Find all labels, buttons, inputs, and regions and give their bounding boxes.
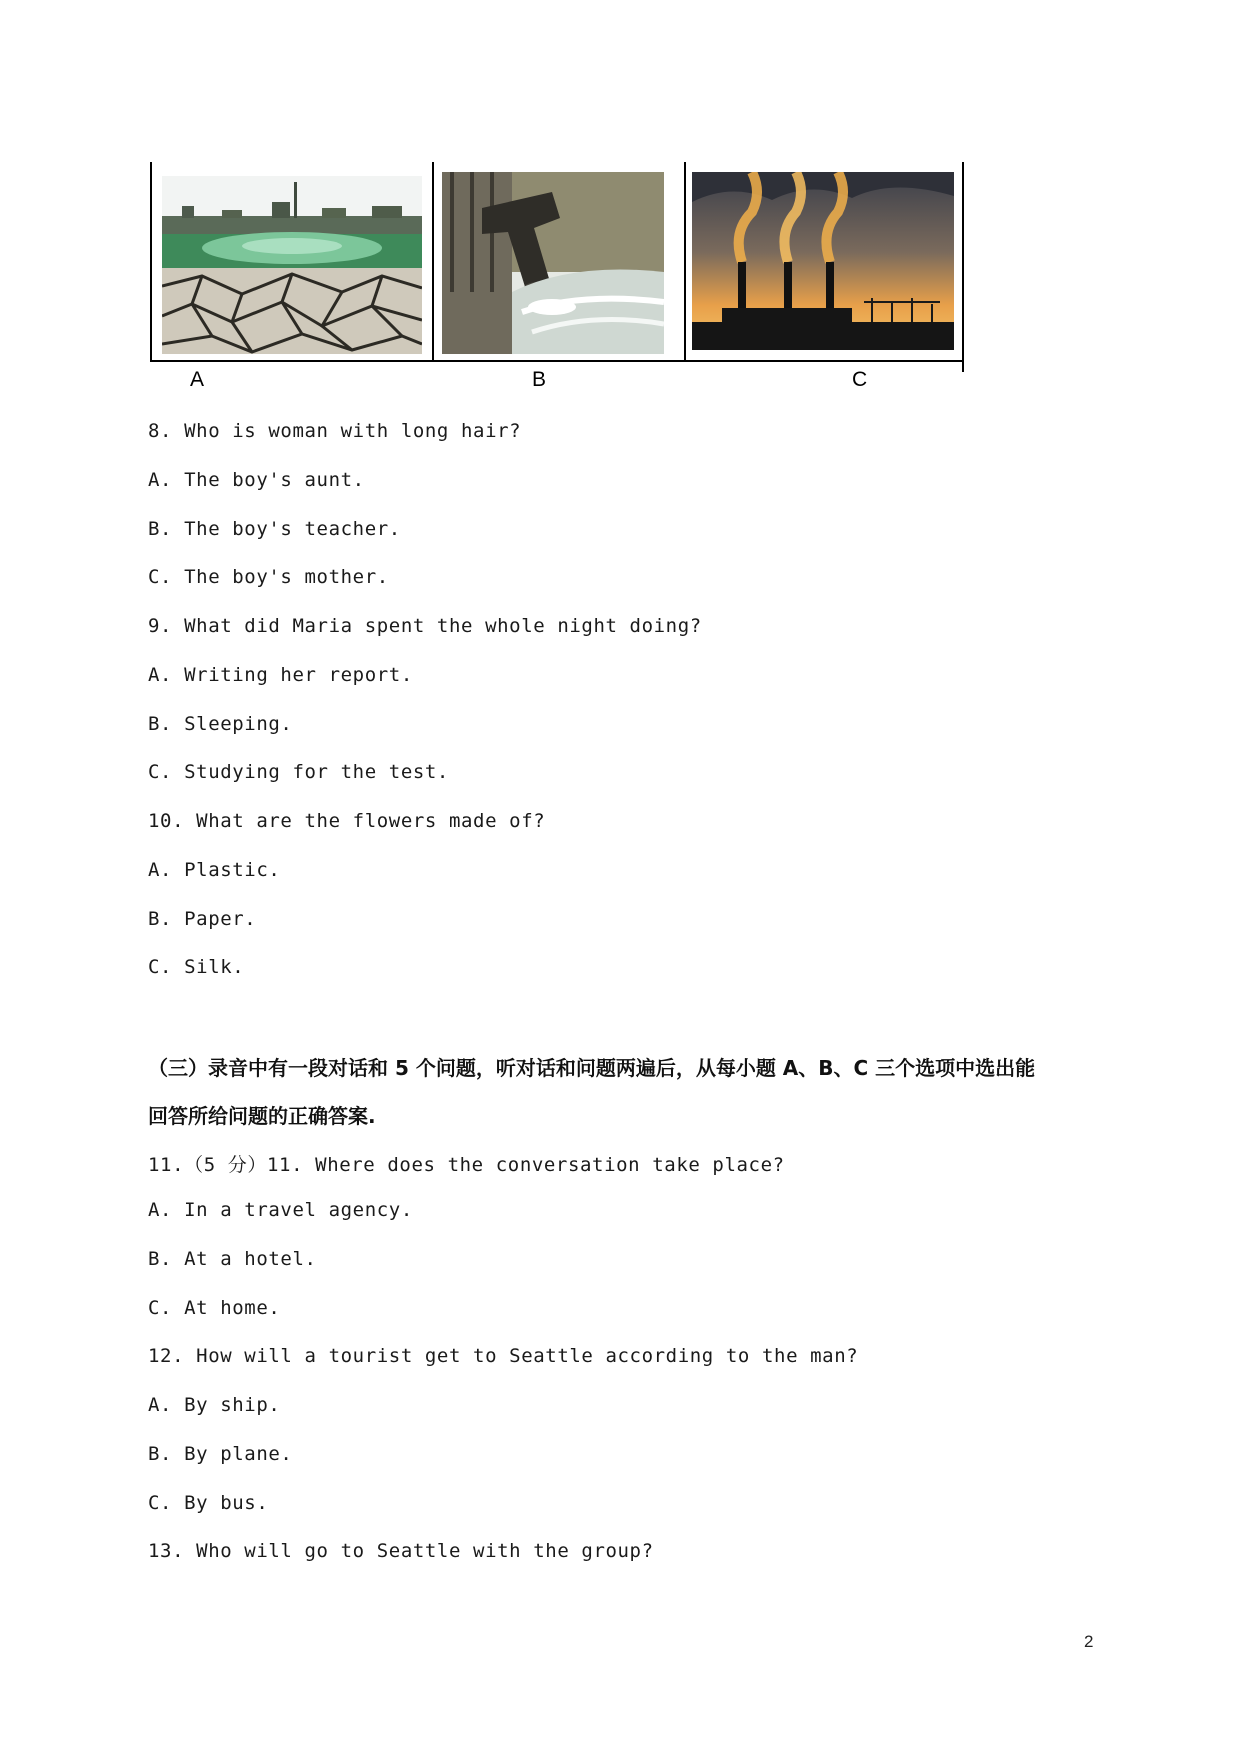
option-9b: B. Sleeping.: [148, 713, 293, 735]
option-12c: C. By bus.: [148, 1492, 269, 1514]
option-8a: A. The boy's aunt.: [148, 469, 365, 491]
option-9c: C. Studying for the test.: [148, 761, 449, 783]
option-9a: A. Writing her report.: [148, 664, 413, 686]
question-8: 8. Who is woman with long hair?: [148, 420, 522, 442]
table-border-right: [962, 162, 964, 372]
section-instruction-line-2: 回答所给问题的正确答案.: [148, 1104, 376, 1128]
section-instruction-line-1: （三）录音中有一段对话和 5 个问题，听对话和问题两遍后，从每小题 A、B、C 三个选项中选出能: [148, 1056, 1036, 1080]
question-10: 10. What are the flowers made of?: [148, 810, 546, 832]
table-border-bottom: [150, 360, 964, 362]
table-divider-1: [432, 162, 434, 362]
table-divider-2: [684, 162, 686, 362]
option-10a: A. Plastic.: [148, 859, 281, 881]
option-10c: C. Silk.: [148, 956, 245, 978]
factory-smokestacks-smoke-image: [692, 172, 954, 350]
picture-label-c: C: [852, 368, 868, 391]
sewage-pipe-discharge-image: [442, 172, 664, 354]
option-10b: B. Paper.: [148, 908, 257, 930]
picture-label-b: B: [532, 368, 547, 391]
question-13: 13. Who will go to Seattle with the group?: [148, 1540, 654, 1562]
option-8c: C. The boy's mother.: [148, 566, 389, 588]
dry-cracked-earth-polluted-lake-image: [162, 176, 422, 354]
option-8b: B. The boy's teacher.: [148, 518, 401, 540]
question-12: 12. How will a tourist get to Seattle according to the man?: [148, 1345, 859, 1367]
question-11: 11.（5 分）11. Where does the conversation take place?: [148, 1154, 785, 1176]
picture-label-a: A: [190, 368, 205, 391]
option-11b: B. At a hotel.: [148, 1248, 317, 1270]
option-11a: A. In a travel agency.: [148, 1199, 413, 1221]
option-11c: C. At home.: [148, 1297, 281, 1319]
page-number: 2: [1084, 1632, 1094, 1651]
question-9: 9. What did Maria spent the whole night doing?: [148, 615, 702, 637]
option-12b: B. By plane.: [148, 1443, 293, 1465]
picture-table: [150, 162, 964, 362]
table-border-left: [150, 162, 152, 362]
option-12a: A. By ship.: [148, 1394, 281, 1416]
